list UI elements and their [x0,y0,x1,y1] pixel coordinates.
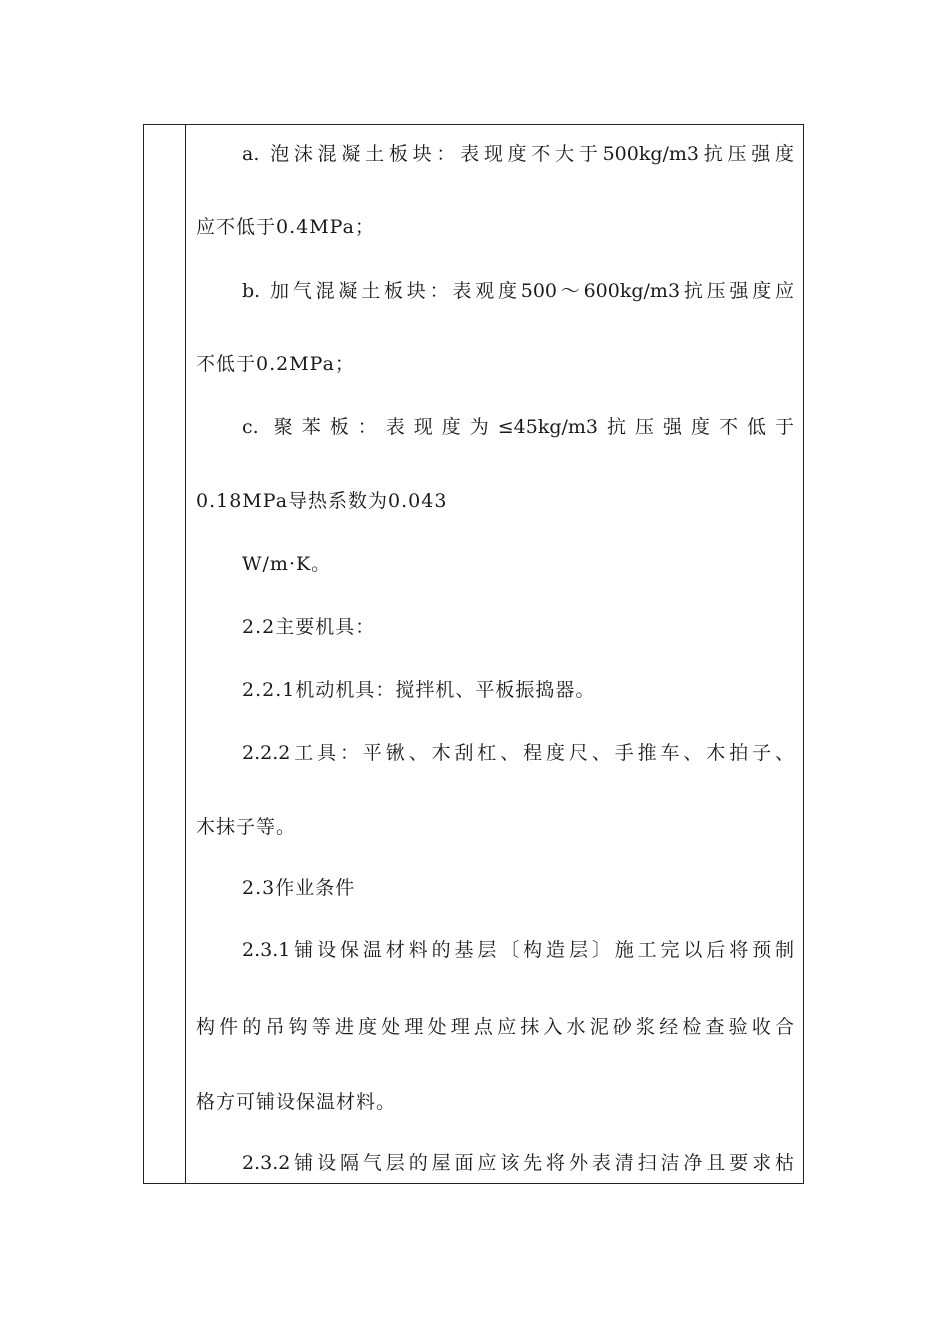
table-left-column [144,125,186,1183]
line-2-2-2-continued: 木抹子等。 [196,816,297,838]
line-c-unit: W/m·K。 [242,553,332,575]
section-2-2-heading: 2.2主要机具： [242,616,376,638]
line-a-material: a. 泡沫混凝土板块：表现度不大于500kg/m3抗压强度 [242,143,794,165]
line-2-2-1: 2.2.1机动机具：搅拌机、平板振捣器。 [242,679,596,701]
line-2-3-1: 2.3.1铺设保温材料的基层〔构造层〕施工完以后将预制 [242,939,794,961]
line-2-3-1-end: 格方可铺设保温材料。 [196,1091,397,1113]
line-b-continued: 不低于0.2MPa； [196,353,355,375]
line-2-3-2: 2.3.2铺设隔气层的屋面应该先将外表清扫洁净且要求枯 [242,1152,794,1174]
line-c-material: c. 聚苯板：表现度为≤45kg/m3抗压强度不低于 [242,416,794,438]
line-c-continued: 0.18MPa导热系数为0.043 [196,490,448,512]
line-a-continued: 应不低于0.4MPa； [196,216,375,238]
line-2-3-1-continued: 构件的吊钩等进度处理处理点应抹入水泥砂浆经检查验收合 [196,1016,794,1038]
line-b-material: b. 加气混凝土板块：表观度500～600kg/m3抗压强度应 [242,280,794,302]
section-2-3-heading: 2.3作业条件 [242,877,356,899]
line-2-2-2: 2.2.2工具：平锹、木刮杠、程度尺、手推车、木拍子、 [242,742,794,764]
